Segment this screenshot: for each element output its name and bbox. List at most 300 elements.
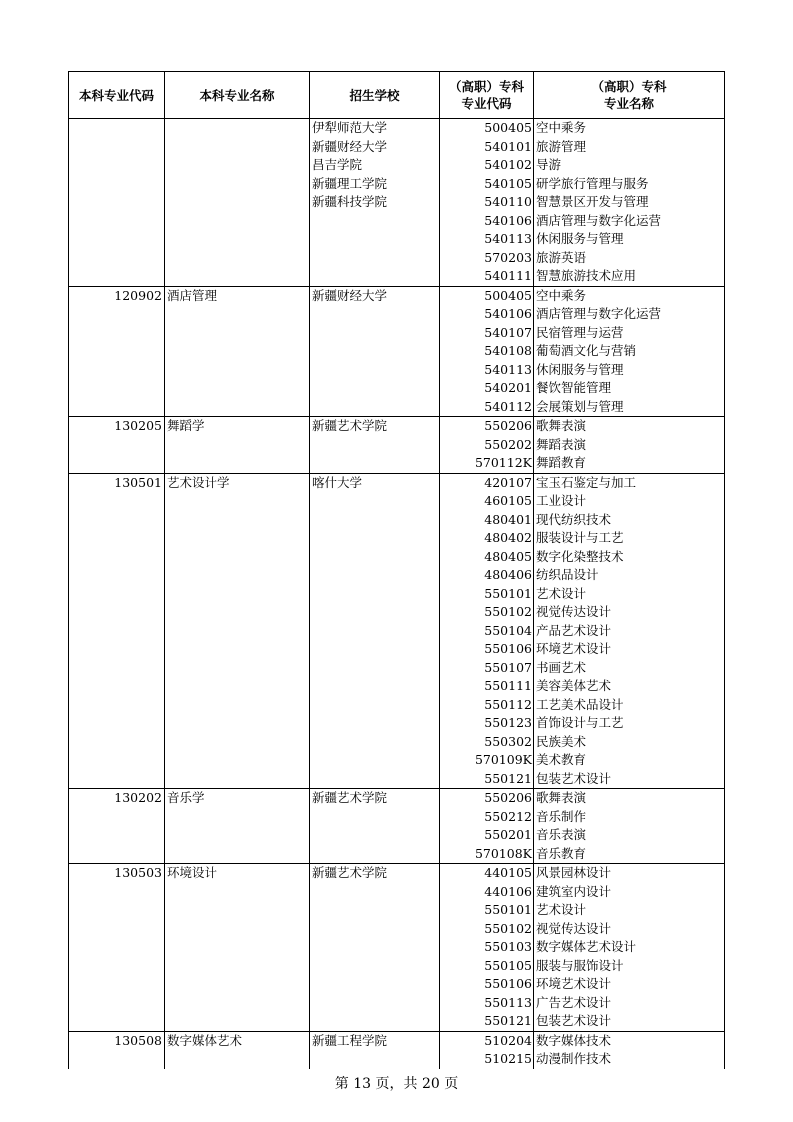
hv-name-cell: 动漫制作技术 [534, 1050, 725, 1069]
hv-code-cell: 550112 [440, 696, 534, 715]
hv-code-cell: 570109K [440, 751, 534, 770]
hv-code-cell: 550121 [440, 1012, 534, 1031]
school-cell: 昌吉学院 [310, 156, 440, 175]
bachelor-name-cell [165, 324, 310, 343]
bachelor-name-cell [165, 714, 310, 733]
bachelor-code-cell [69, 548, 165, 567]
school-cell: 新疆财经大学 [310, 138, 440, 157]
hv-code-cell: 540110 [440, 193, 534, 212]
bachelor-name-cell [165, 305, 310, 324]
table-row [69, 808, 725, 827]
bachelor-code-cell: 130508 [69, 1031, 165, 1050]
school-cell [310, 751, 440, 770]
table-row [69, 286, 725, 305]
hv-name-cell: 风景园林设计 [534, 864, 725, 883]
hv-code-cell: 480402 [440, 529, 534, 548]
hv-code-cell: 500405 [440, 286, 534, 305]
hv-code-cell: 510215 [440, 1050, 534, 1069]
bachelor-name-cell [165, 156, 310, 175]
table-row [69, 249, 725, 268]
table-row [69, 193, 725, 212]
hv-name-cell: 现代纺织技术 [534, 511, 725, 530]
hv-code-cell: 480401 [440, 511, 534, 530]
hv-name-cell: 环境艺术设计 [534, 640, 725, 659]
table-row [69, 845, 725, 864]
hv-name-cell: 艺术设计 [534, 585, 725, 604]
hv-code-cell: 540113 [440, 230, 534, 249]
table-row [69, 714, 725, 733]
hv-name-cell: 导游 [534, 156, 725, 175]
bachelor-code-cell [69, 379, 165, 398]
bachelor-code-cell [69, 622, 165, 641]
bachelor-code-cell [69, 454, 165, 473]
hv-name-cell: 休闲服务与管理 [534, 230, 725, 249]
bachelor-code-cell [69, 714, 165, 733]
hv-code-cell: 550101 [440, 901, 534, 920]
table-row [69, 622, 725, 641]
school-cell [310, 640, 440, 659]
bachelor-code-cell: 130205 [69, 417, 165, 436]
hv-code-cell: 440105 [440, 864, 534, 883]
bachelor-name-cell [165, 826, 310, 845]
bachelor-code-cell [69, 1050, 165, 1069]
table-body [69, 119, 725, 1069]
table-row [69, 511, 725, 530]
bachelor-name-cell [165, 119, 310, 138]
table-row [69, 454, 725, 473]
bachelor-name-cell [165, 436, 310, 455]
bachelor-name-cell [165, 883, 310, 902]
bachelor-name-cell [165, 454, 310, 473]
school-cell [310, 975, 440, 994]
hv-code-cell: 550201 [440, 826, 534, 845]
bachelor-name-cell [165, 511, 310, 530]
school-cell [310, 267, 440, 286]
bachelor-name-cell [165, 398, 310, 417]
table-row [69, 957, 725, 976]
bachelor-name-cell [165, 361, 310, 380]
bachelor-name-cell: 环境设计 [165, 864, 310, 883]
header-hv-code: （高职）专科 专业代码 [440, 72, 534, 119]
table-row [69, 548, 725, 567]
hv-name-cell: 研学旅行管理与服务 [534, 175, 725, 194]
table-row [69, 119, 725, 138]
bachelor-name-cell [165, 975, 310, 994]
hv-name-cell: 美容美体艺术 [534, 677, 725, 696]
school-cell [310, 230, 440, 249]
table-row [69, 1050, 725, 1069]
hv-code-cell: 550206 [440, 417, 534, 436]
hv-name-cell: 美术教育 [534, 751, 725, 770]
table-row [69, 585, 725, 604]
table-row [69, 305, 725, 324]
hv-code-cell: 550123 [440, 714, 534, 733]
hv-code-cell: 550106 [440, 975, 534, 994]
bachelor-name-cell [165, 640, 310, 659]
hv-name-cell: 环境艺术设计 [534, 975, 725, 994]
table-row [69, 492, 725, 511]
bachelor-code-cell [69, 175, 165, 194]
table-header [69, 72, 725, 119]
hv-code-cell: 420107 [440, 473, 534, 492]
hv-code-cell: 480405 [440, 548, 534, 567]
school-cell [310, 1050, 440, 1069]
school-cell: 新疆艺术学院 [310, 789, 440, 808]
bachelor-code-cell [69, 529, 165, 548]
hv-code-cell: 570108K [440, 845, 534, 864]
bachelor-name-cell [165, 267, 310, 286]
school-cell [310, 994, 440, 1013]
bachelor-code-cell [69, 249, 165, 268]
bachelor-code-cell [69, 156, 165, 175]
hv-code-cell: 570203 [440, 249, 534, 268]
hv-name-cell: 艺术设计 [534, 901, 725, 920]
hv-name-cell: 工业设计 [534, 492, 725, 511]
school-cell [310, 529, 440, 548]
table-row [69, 640, 725, 659]
hv-code-cell: 570112K [440, 454, 534, 473]
bachelor-code-cell [69, 659, 165, 678]
hv-code-cell: 550104 [440, 622, 534, 641]
school-cell [310, 920, 440, 939]
hv-code-cell: 540201 [440, 379, 534, 398]
hv-name-cell: 建筑室内设计 [534, 883, 725, 902]
major-mapping-table [68, 71, 725, 1069]
hv-code-cell: 460105 [440, 492, 534, 511]
bachelor-code-cell [69, 696, 165, 715]
bachelor-name-cell [165, 1050, 310, 1069]
hv-name-cell: 纺织品设计 [534, 566, 725, 585]
hv-code-cell: 540108 [440, 342, 534, 361]
school-cell [310, 511, 440, 530]
table-row [69, 677, 725, 696]
bachelor-code-cell [69, 511, 165, 530]
school-cell [310, 342, 440, 361]
bachelor-code-cell [69, 585, 165, 604]
hv-code-cell: 540106 [440, 212, 534, 231]
bachelor-name-cell [165, 957, 310, 976]
hv-code-cell: 550206 [440, 789, 534, 808]
bachelor-name-cell [165, 193, 310, 212]
table-row [69, 1012, 725, 1031]
school-cell [310, 548, 440, 567]
bachelor-name-cell: 音乐学 [165, 789, 310, 808]
hv-name-cell: 旅游英语 [534, 249, 725, 268]
bachelor-code-cell [69, 436, 165, 455]
hv-name-cell: 广告艺术设计 [534, 994, 725, 1013]
hv-name-cell: 歌舞表演 [534, 417, 725, 436]
school-cell [310, 603, 440, 622]
hv-name-cell: 数字化染整技术 [534, 548, 725, 567]
hv-name-cell: 书画艺术 [534, 659, 725, 678]
hv-name-cell: 民族美术 [534, 733, 725, 752]
bachelor-name-cell [165, 249, 310, 268]
hv-code-cell: 540111 [440, 267, 534, 286]
hv-name-cell: 工艺美术品设计 [534, 696, 725, 715]
school-cell: 伊犁师范大学 [310, 119, 440, 138]
bachelor-code-cell [69, 826, 165, 845]
hv-code-cell: 480406 [440, 566, 534, 585]
school-cell [310, 659, 440, 678]
hv-code-cell: 550107 [440, 659, 534, 678]
school-cell [310, 696, 440, 715]
table-row [69, 342, 725, 361]
bachelor-name-cell [165, 566, 310, 585]
table-row [69, 379, 725, 398]
hv-name-cell: 酒店管理与数字化运营 [534, 212, 725, 231]
table-row [69, 566, 725, 585]
school-cell [310, 677, 440, 696]
header-hv-name: （高职）专科 专业名称 [534, 72, 725, 119]
bachelor-name-cell [165, 529, 310, 548]
bachelor-name-cell [165, 733, 310, 752]
table-row [69, 696, 725, 715]
table-row [69, 138, 725, 157]
school-cell [310, 808, 440, 827]
bachelor-name-cell [165, 212, 310, 231]
bachelor-code-cell [69, 230, 165, 249]
bachelor-code-cell [69, 883, 165, 902]
bachelor-code-cell: 120902 [69, 286, 165, 305]
hv-code-cell: 550121 [440, 770, 534, 789]
bachelor-name-cell [165, 603, 310, 622]
hv-name-cell: 智慧旅游技术应用 [534, 267, 725, 286]
school-cell: 新疆艺术学院 [310, 864, 440, 883]
school-cell [310, 938, 440, 957]
bachelor-code-cell [69, 267, 165, 286]
bachelor-code-cell [69, 733, 165, 752]
hv-code-cell: 540101 [440, 138, 534, 157]
table-row [69, 864, 725, 883]
bachelor-name-cell [165, 751, 310, 770]
hv-name-cell: 宝玉石鉴定与加工 [534, 473, 725, 492]
bachelor-name-cell [165, 994, 310, 1013]
school-cell [310, 585, 440, 604]
bachelor-code-cell [69, 938, 165, 957]
hv-name-cell: 数字媒体艺术设计 [534, 938, 725, 957]
school-cell: 新疆理工学院 [310, 175, 440, 194]
school-cell [310, 883, 440, 902]
hv-name-cell: 产品艺术设计 [534, 622, 725, 641]
bachelor-code-cell [69, 305, 165, 324]
bachelor-code-cell: 130202 [69, 789, 165, 808]
bachelor-code-cell [69, 398, 165, 417]
school-cell: 新疆艺术学院 [310, 417, 440, 436]
hv-code-cell: 550102 [440, 603, 534, 622]
table-row [69, 212, 725, 231]
hv-code-cell: 540102 [440, 156, 534, 175]
school-cell [310, 324, 440, 343]
hv-name-cell: 服装设计与工艺 [534, 529, 725, 548]
school-cell [310, 845, 440, 864]
bachelor-code-cell [69, 342, 165, 361]
table-row [69, 230, 725, 249]
bachelor-name-cell [165, 920, 310, 939]
bachelor-name-cell: 酒店管理 [165, 286, 310, 305]
bachelor-name-cell [165, 845, 310, 864]
table-row [69, 156, 725, 175]
bachelor-code-cell [69, 324, 165, 343]
table-row [69, 417, 725, 436]
hv-code-cell: 550212 [440, 808, 534, 827]
bachelor-name-cell [165, 492, 310, 511]
hv-code-cell: 550101 [440, 585, 534, 604]
bachelor-code-cell [69, 492, 165, 511]
hv-name-cell: 歌舞表演 [534, 789, 725, 808]
school-cell [310, 212, 440, 231]
hv-code-cell: 510204 [440, 1031, 534, 1050]
bachelor-code-cell [69, 361, 165, 380]
table-row [69, 603, 725, 622]
bachelor-name-cell [165, 379, 310, 398]
table-row [69, 436, 725, 455]
bachelor-code-cell [69, 975, 165, 994]
school-cell [310, 622, 440, 641]
page-footer: 第 13 页，共 20 页 [334, 1076, 459, 1092]
hv-name-cell: 会展策划与管理 [534, 398, 725, 417]
hv-name-cell: 餐饮智能管理 [534, 379, 725, 398]
bachelor-name-cell [165, 585, 310, 604]
bachelor-name-cell [165, 770, 310, 789]
hv-code-cell: 550103 [440, 938, 534, 957]
table-row [69, 883, 725, 902]
bachelor-name-cell [165, 901, 310, 920]
bachelor-code-cell [69, 193, 165, 212]
bachelor-code-cell [69, 770, 165, 789]
bachelor-code-cell [69, 751, 165, 770]
bachelor-name-cell [165, 696, 310, 715]
table-row [69, 659, 725, 678]
bachelor-name-cell: 数字媒体艺术 [165, 1031, 310, 1050]
hv-name-cell: 视觉传达设计 [534, 920, 725, 939]
bachelor-code-cell [69, 603, 165, 622]
table-row [69, 901, 725, 920]
hv-code-cell: 500405 [440, 119, 534, 138]
table-row [69, 473, 725, 492]
school-cell [310, 398, 440, 417]
bachelor-code-cell [69, 901, 165, 920]
bachelor-code-cell [69, 957, 165, 976]
school-cell [310, 733, 440, 752]
bachelor-code-cell [69, 1012, 165, 1031]
hv-code-cell: 550111 [440, 677, 534, 696]
bachelor-name-cell [165, 659, 310, 678]
hv-name-cell: 音乐教育 [534, 845, 725, 864]
hv-name-cell: 数字媒体技术 [534, 1031, 725, 1050]
table-row [69, 175, 725, 194]
bachelor-name-cell [165, 548, 310, 567]
bachelor-code-cell [69, 994, 165, 1013]
header-school: 招生学校 [310, 72, 440, 119]
hv-name-cell: 智慧景区开发与管理 [534, 193, 725, 212]
hv-name-cell: 包装艺术设计 [534, 1012, 725, 1031]
hv-name-cell: 音乐表演 [534, 826, 725, 845]
hv-code-cell: 540113 [440, 361, 534, 380]
bachelor-name-cell [165, 622, 310, 641]
table-row [69, 770, 725, 789]
bachelor-code-cell [69, 640, 165, 659]
bachelor-code-cell [69, 920, 165, 939]
hv-name-cell: 民宿管理与运营 [534, 324, 725, 343]
table-row [69, 975, 725, 994]
school-cell [310, 770, 440, 789]
bachelor-name-cell: 艺术设计学 [165, 473, 310, 492]
table-row [69, 733, 725, 752]
table-row [69, 529, 725, 548]
hv-name-cell: 空中乘务 [534, 119, 725, 138]
school-cell [310, 379, 440, 398]
hv-name-cell: 休闲服务与管理 [534, 361, 725, 380]
hv-name-cell: 酒店管理与数字化运营 [534, 305, 725, 324]
hv-code-cell: 550113 [440, 994, 534, 1013]
hv-code-cell: 540106 [440, 305, 534, 324]
school-cell [310, 492, 440, 511]
bachelor-code-cell: 130503 [69, 864, 165, 883]
hv-name-cell: 包装艺术设计 [534, 770, 725, 789]
hv-name-cell: 旅游管理 [534, 138, 725, 157]
bachelor-code-cell [69, 845, 165, 864]
hv-name-cell: 舞蹈表演 [534, 436, 725, 455]
bachelor-code-cell [69, 119, 165, 138]
table-row [69, 1031, 725, 1050]
school-cell: 新疆科技学院 [310, 193, 440, 212]
hv-name-cell: 首饰设计与工艺 [534, 714, 725, 733]
hv-name-cell: 葡萄酒文化与营销 [534, 342, 725, 361]
hv-name-cell: 服装与服饰设计 [534, 957, 725, 976]
school-cell [310, 249, 440, 268]
bachelor-code-cell [69, 808, 165, 827]
bachelor-name-cell [165, 938, 310, 957]
school-cell [310, 957, 440, 976]
table-row [69, 826, 725, 845]
hv-code-cell: 550105 [440, 957, 534, 976]
table-row [69, 398, 725, 417]
school-cell [310, 566, 440, 585]
hv-code-cell: 540105 [440, 175, 534, 194]
table-row [69, 361, 725, 380]
bachelor-code-cell: 130501 [69, 473, 165, 492]
bachelor-name-cell: 舞蹈学 [165, 417, 310, 436]
school-cell: 新疆财经大学 [310, 286, 440, 305]
bachelor-name-cell [165, 175, 310, 194]
school-cell [310, 454, 440, 473]
table-row [69, 994, 725, 1013]
bachelor-name-cell [165, 677, 310, 696]
school-cell: 新疆工程学院 [310, 1031, 440, 1050]
hv-code-cell: 540107 [440, 324, 534, 343]
table-row [69, 789, 725, 808]
bachelor-name-cell [165, 230, 310, 249]
school-cell [310, 826, 440, 845]
hv-code-cell: 550202 [440, 436, 534, 455]
school-cell [310, 901, 440, 920]
bachelor-name-cell [165, 1012, 310, 1031]
hv-code-cell: 550302 [440, 733, 534, 752]
hv-code-cell: 440106 [440, 883, 534, 902]
header-bachelor-name: 本科专业名称 [165, 72, 310, 119]
school-cell: 喀什大学 [310, 473, 440, 492]
table-row [69, 751, 725, 770]
school-cell [310, 305, 440, 324]
hv-name-cell: 视觉传达设计 [534, 603, 725, 622]
header-bachelor-code: 本科专业代码 [69, 72, 165, 119]
hv-code-cell: 550102 [440, 920, 534, 939]
hv-code-cell: 540112 [440, 398, 534, 417]
table-row [69, 267, 725, 286]
table-row [69, 920, 725, 939]
bachelor-code-cell [69, 566, 165, 585]
school-cell [310, 436, 440, 455]
